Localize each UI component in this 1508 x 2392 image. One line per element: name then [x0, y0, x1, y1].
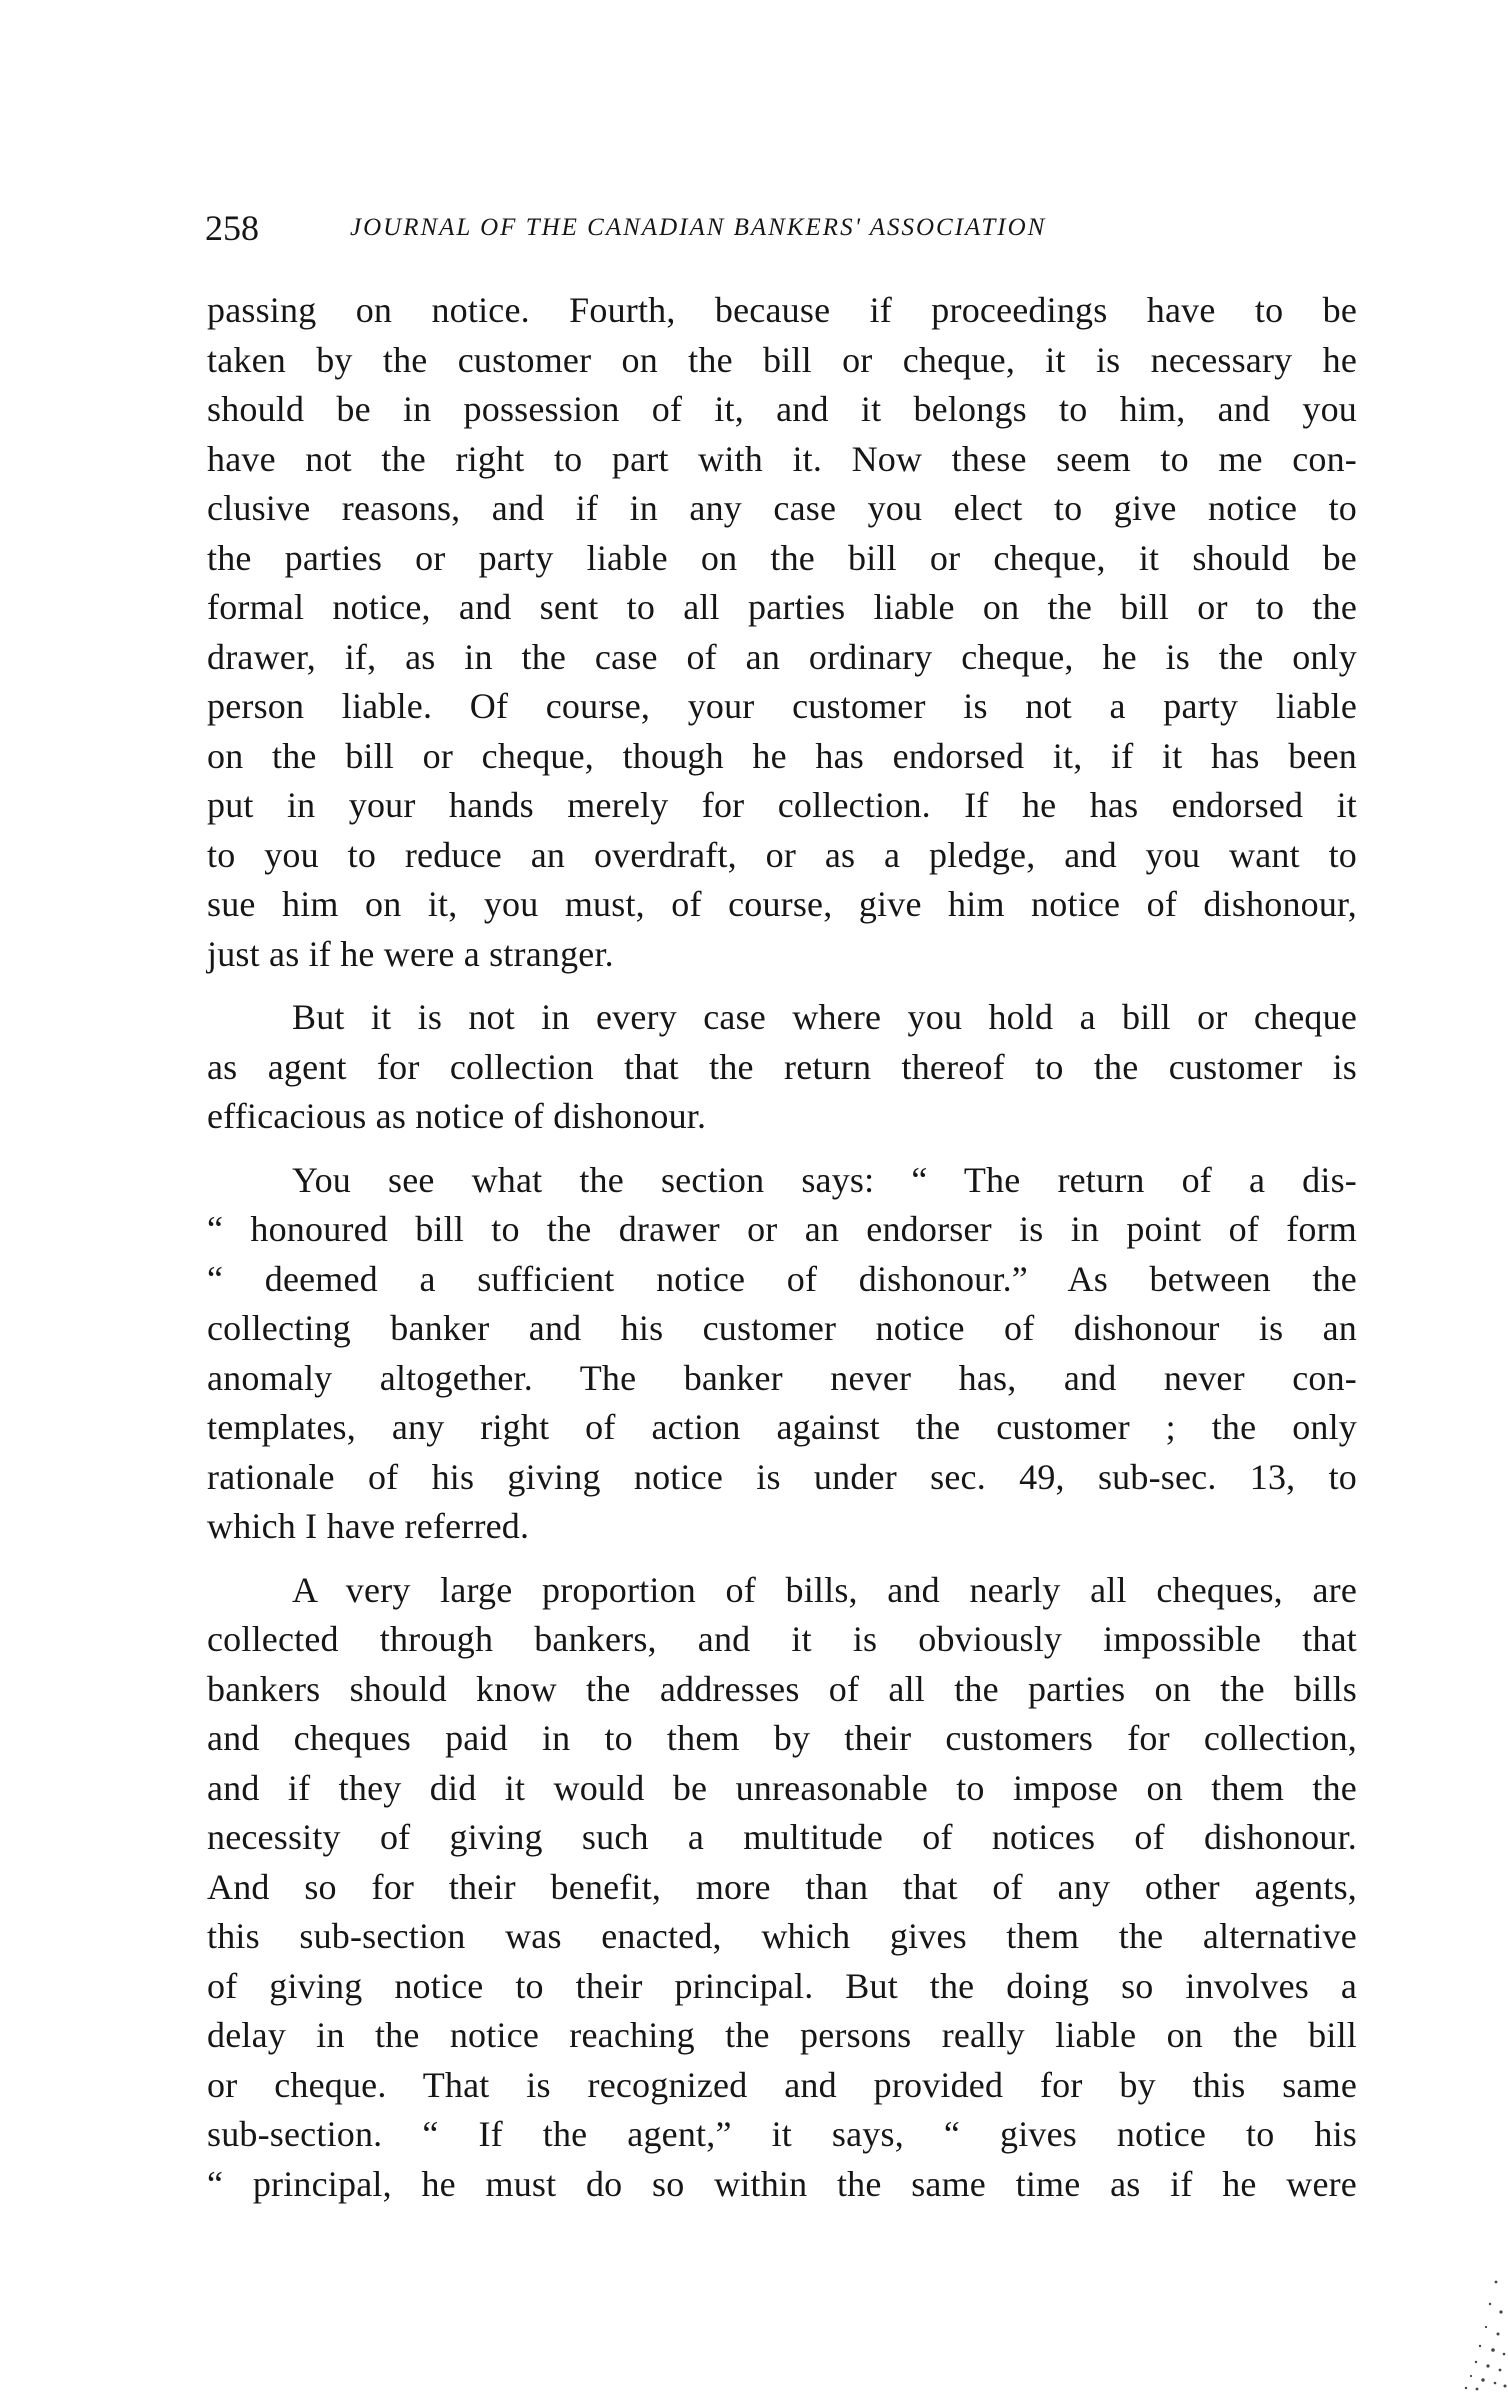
text-line: this sub-section was enacted, which gives them the alternative — [207, 1916, 1357, 1956]
page-number: 258 — [205, 208, 259, 248]
text-line: “ principal, he must do so within the same time as if he were — [207, 2163, 1357, 2204]
journal-title: JOURNAL OF THE CANADIAN BANKERS' ASSOCIATION — [350, 214, 1047, 241]
text-line: and cheques paid in to them by their customers for collection, — [207, 1718, 1357, 1758]
text-line: taken by the customer on the bill or cheque, it is necessary he — [207, 339, 1357, 380]
text-line: passing on notice. Fourth, because if proceedings have to be — [207, 290, 1357, 330]
text-line: You see what the section says: “ The return of a dis- — [292, 1159, 1357, 1200]
page-edge-speckle-decoration — [1446, 2242, 1508, 2392]
text-line: collected through bankers, and it is obviously impossible that — [207, 1619, 1357, 1659]
text-line: of giving notice to their principal. But the doing so involves a — [207, 1965, 1357, 2006]
paragraph-3 — [207, 1156, 1357, 1552]
text-line: templates, any right of action against the customer ; the only — [207, 1407, 1357, 1447]
paragraph-4 — [207, 1566, 1357, 2210]
text-line: or cheque. That is recognized and provided for by this same — [207, 2064, 1357, 2105]
text-line: person liable. Of course, your customer is not a party liable — [207, 686, 1357, 726]
text-line: which I have referred. — [207, 1506, 530, 1546]
text-line: “ deemed a sufficient notice of dishonour.” As between the — [207, 1258, 1357, 1299]
text-line: and if they did it would be unreasonable to impose on them the — [207, 1767, 1357, 1808]
text-line: should be in possession of it, and it belongs to him, and you — [207, 389, 1357, 429]
text-line: rationale of his giving notice is under sec. 49, sub-sec. 13, to — [207, 1456, 1357, 1497]
paragraph-2 — [207, 993, 1357, 1142]
text-line: collecting banker and his customer notice of dishonour is an — [207, 1308, 1357, 1348]
text-line: delay in the notice reaching the persons really liable on the bill — [207, 2015, 1357, 2055]
paragraph-1 — [207, 286, 1357, 979]
paragraph-gap — [207, 1142, 1357, 1156]
text-line: formal notice, and sent to all parties liable on the bill or to the — [207, 587, 1357, 627]
text-line: clusive reasons, and if in any case you elect to give notice to — [207, 488, 1357, 528]
text-line: the parties or party liable on the bill or cheque, it should be — [207, 537, 1357, 578]
text-line: But it is not in every case where you hold a bill or cheque — [292, 997, 1357, 1037]
text-line: on the bill or cheque, though he has endorsed it, if it has been — [207, 735, 1357, 776]
text-line: sue him on it, you must, of course, give him notice of dishonour, — [207, 884, 1357, 924]
text-line: as agent for collection that the return thereof to the customer is — [207, 1046, 1357, 1087]
text-line: And so for their benefit, more than that of any other agents, — [207, 1866, 1357, 1907]
text-line: A very large proportion of bills, and nearly all cheques, are — [292, 1569, 1357, 1610]
running-head — [205, 206, 1355, 250]
text-line: bankers should know the addresses of all the parties on the bills — [207, 1668, 1357, 1709]
paragraph-gap — [207, 1552, 1357, 1566]
body-text — [207, 286, 1357, 2209]
text-line: sub-section. “ If the agent,” it says, “ gives notice to his — [207, 2114, 1357, 2154]
text-line: anomaly altogether. The banker never has, and never con- — [207, 1357, 1357, 1398]
text-line: “ honoured bill to the drawer or an endorser is in point of form — [207, 1209, 1357, 1249]
text-line: drawer, if, as in the case of an ordinary cheque, he is the only — [207, 636, 1357, 677]
text-line: necessity of giving such a multitude of notices of dishonour. — [207, 1817, 1357, 1857]
paragraph-gap — [207, 979, 1357, 993]
text-line: to you to reduce an overdraft, or as a pledge, and you want to — [207, 834, 1357, 875]
text-line: efficacious as notice of dishonour. — [207, 1096, 707, 1136]
text-line: just as if he were a stranger. — [207, 933, 614, 974]
text-line: put in your hands merely for collection. If he has endorsed it — [207, 785, 1357, 825]
text-line: have not the right to part with it. Now these seem to me con- — [207, 438, 1357, 479]
